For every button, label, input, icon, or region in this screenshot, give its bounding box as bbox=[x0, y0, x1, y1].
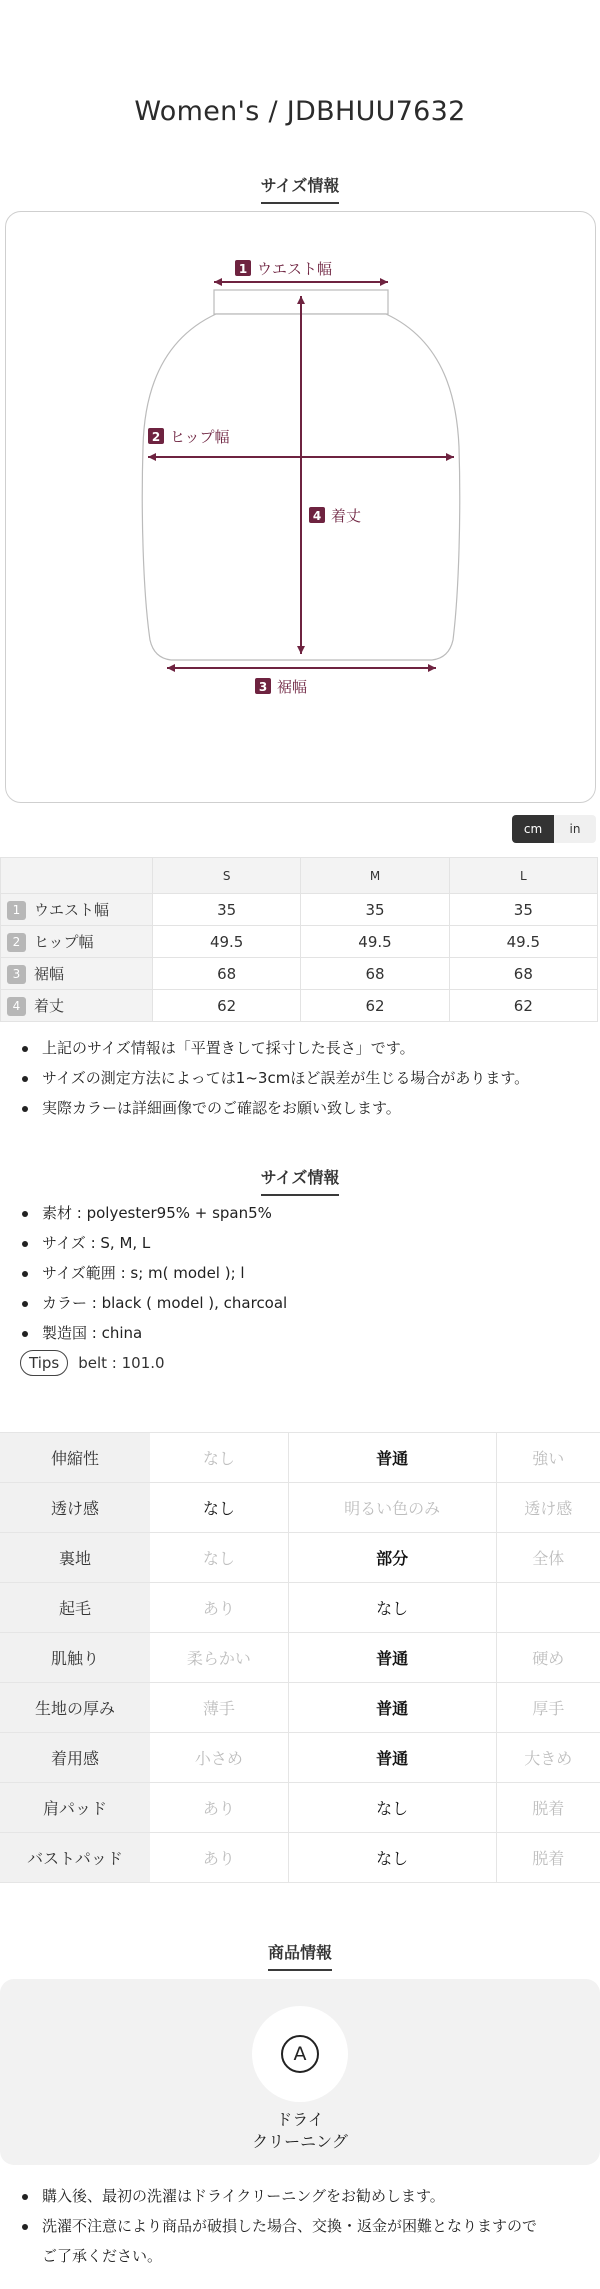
fabric-option bbox=[496, 1583, 600, 1633]
fabric-label: 起毛 bbox=[0, 1583, 150, 1633]
row-number-badge: 4 bbox=[7, 997, 26, 1016]
fabric-option-selected: なし bbox=[288, 1833, 496, 1883]
list-item: 上記のサイズ情報は「平置きして採寸した長さ」です。 bbox=[0, 1033, 600, 1063]
table-row bbox=[0, 1583, 600, 1633]
size-diagram bbox=[5, 211, 596, 803]
table-cell: 62 bbox=[301, 990, 449, 1022]
skirt-diagram-svg bbox=[6, 212, 597, 804]
list-item: サイズ範囲 : s; m( model ); l bbox=[0, 1258, 600, 1288]
row-label-text: 着丈 bbox=[34, 997, 65, 1015]
table-row bbox=[0, 1433, 600, 1483]
fabric-option-selected: なし bbox=[288, 1783, 496, 1833]
product-note-continuation: ご了承ください。 bbox=[42, 2247, 163, 2265]
fabric-option: 明るい色のみ bbox=[288, 1483, 496, 1533]
fabric-option: 小さめ bbox=[150, 1733, 288, 1783]
fabric-label: バストパッド bbox=[0, 1833, 150, 1883]
table-row bbox=[0, 1733, 600, 1783]
table-cell: 49.5 bbox=[449, 926, 597, 958]
fabric-option-selected: なし bbox=[150, 1483, 288, 1533]
row-number-badge: 3 bbox=[7, 965, 26, 984]
size-notes bbox=[0, 1033, 600, 1123]
table-row bbox=[1, 990, 598, 1022]
unit-cm-button[interactable]: cm bbox=[512, 815, 554, 843]
table-row bbox=[1, 926, 598, 958]
fabric-option-selected: 普通 bbox=[288, 1633, 496, 1683]
table-row bbox=[1, 894, 598, 926]
table-row bbox=[0, 1483, 600, 1533]
fabric-option: 柔らかい bbox=[150, 1633, 288, 1683]
fabric-option: なし bbox=[150, 1533, 288, 1583]
table-row bbox=[1, 958, 598, 990]
list-item: サイズ : S, M, L bbox=[0, 1228, 600, 1258]
table-row bbox=[0, 1833, 600, 1883]
table-row bbox=[0, 1783, 600, 1833]
list-item: 素材 : polyester95% + span5% bbox=[0, 1198, 600, 1228]
tips-row bbox=[20, 1350, 165, 1376]
care-label: ドライ クリーニング bbox=[252, 2110, 348, 2151]
table-row bbox=[0, 1533, 600, 1583]
label-1-num: 1 bbox=[238, 262, 248, 276]
fabric-option: 硬め bbox=[496, 1633, 600, 1683]
label-2-num: 2 bbox=[151, 430, 161, 444]
size-table-corner bbox=[1, 858, 153, 894]
table-cell: 68 bbox=[301, 958, 449, 990]
list-item: 製造国 : china bbox=[0, 1318, 600, 1348]
table-cell: 49.5 bbox=[301, 926, 449, 958]
fabric-option: 脱着 bbox=[496, 1833, 600, 1883]
size-col-s: S bbox=[153, 858, 301, 894]
label-4-num: 4 bbox=[312, 509, 322, 523]
table-cell: 35 bbox=[449, 894, 597, 926]
label-3-num: 3 bbox=[258, 680, 268, 694]
fabric-option-selected: なし bbox=[288, 1583, 496, 1633]
row-label-text: ウエスト幅 bbox=[34, 901, 110, 919]
list-item: サイズの測定方法によっては1~3cmほど誤差が生じる場合があります。 bbox=[0, 1063, 600, 1093]
list-item: 洗濯不注意により商品が破損した場合、交換・返金が困難となりますので bbox=[0, 2211, 600, 2241]
table-cell: 49.5 bbox=[153, 926, 301, 958]
table-row bbox=[0, 1633, 600, 1683]
label-3-text: 裾幅 bbox=[277, 678, 308, 696]
fabric-table bbox=[0, 1432, 600, 1883]
fabric-option: あり bbox=[150, 1833, 288, 1883]
fabric-label: 生地の厚み bbox=[0, 1683, 150, 1733]
tips-badge: Tips bbox=[20, 1350, 68, 1376]
fabric-option: 薄手 bbox=[150, 1683, 288, 1733]
row-label-text: 裾幅 bbox=[34, 965, 65, 983]
table-cell: 35 bbox=[301, 894, 449, 926]
fabric-label: 透け感 bbox=[0, 1483, 150, 1533]
tips-text: belt : 101.0 bbox=[78, 1354, 165, 1372]
fabric-option: 全体 bbox=[496, 1533, 600, 1583]
detail-heading: サイズ情報 bbox=[0, 1165, 600, 1196]
list-item: 実際カラーは詳細画像でのご確認をお願い致します。 bbox=[0, 1093, 600, 1123]
fabric-option-selected: 普通 bbox=[288, 1733, 496, 1783]
product-notes bbox=[0, 2181, 600, 2241]
label-2-text: ヒップ幅 bbox=[170, 428, 230, 446]
row-label-text: ヒップ幅 bbox=[34, 933, 94, 951]
fabric-option-selected: 普通 bbox=[288, 1683, 496, 1733]
fabric-label: 伸縮性 bbox=[0, 1433, 150, 1483]
dry-clean-icon: A bbox=[281, 2035, 319, 2073]
list-item: 購入後、最初の洗濯はドライクリーニングをお勧めします。 bbox=[0, 2181, 600, 2211]
fabric-option: なし bbox=[150, 1433, 288, 1483]
label-4-text: 着丈 bbox=[331, 507, 362, 525]
row-label bbox=[1, 926, 153, 958]
size-col-m: M bbox=[301, 858, 449, 894]
detail-list bbox=[0, 1198, 600, 1348]
fabric-option: 強い bbox=[496, 1433, 600, 1483]
fabric-option: 透け感 bbox=[496, 1483, 600, 1533]
label-1-text: ウエスト幅 bbox=[257, 260, 333, 278]
table-cell: 62 bbox=[449, 990, 597, 1022]
product-info-heading: 商品情報 bbox=[0, 1940, 600, 1971]
size-table-header bbox=[1, 858, 598, 894]
row-label bbox=[1, 990, 153, 1022]
row-number-badge: 2 bbox=[7, 933, 26, 952]
list-item: カラー : black ( model ), charcoal bbox=[0, 1288, 600, 1318]
care-icon-circle bbox=[252, 2006, 348, 2102]
fabric-option: あり bbox=[150, 1583, 288, 1633]
fabric-option-selected: 普通 bbox=[288, 1433, 496, 1483]
fabric-option-selected: 部分 bbox=[288, 1533, 496, 1583]
fabric-option: 大きめ bbox=[496, 1733, 600, 1783]
fabric-label: 裏地 bbox=[0, 1533, 150, 1583]
product-title: Women's / JDBHUU7632 bbox=[134, 96, 466, 127]
table-row bbox=[0, 1683, 600, 1733]
row-label bbox=[1, 958, 153, 990]
care-box bbox=[0, 1979, 600, 2165]
fabric-label: 肩パッド bbox=[0, 1783, 150, 1833]
row-label bbox=[1, 894, 153, 926]
fabric-option: 脱着 bbox=[496, 1783, 600, 1833]
size-table bbox=[0, 857, 598, 1022]
fabric-label: 肌触り bbox=[0, 1633, 150, 1683]
table-cell: 68 bbox=[153, 958, 301, 990]
table-cell: 35 bbox=[153, 894, 301, 926]
fabric-option: 厚手 bbox=[496, 1683, 600, 1733]
fabric-option: あり bbox=[150, 1783, 288, 1833]
size-col-l: L bbox=[449, 858, 597, 894]
fabric-label: 着用感 bbox=[0, 1733, 150, 1783]
unit-in-button[interactable]: in bbox=[569, 822, 581, 836]
table-cell: 68 bbox=[449, 958, 597, 990]
unit-toggle bbox=[512, 815, 596, 843]
size-info-heading: サイズ情報 bbox=[0, 173, 600, 204]
row-number-badge: 1 bbox=[7, 901, 26, 920]
table-cell: 62 bbox=[153, 990, 301, 1022]
